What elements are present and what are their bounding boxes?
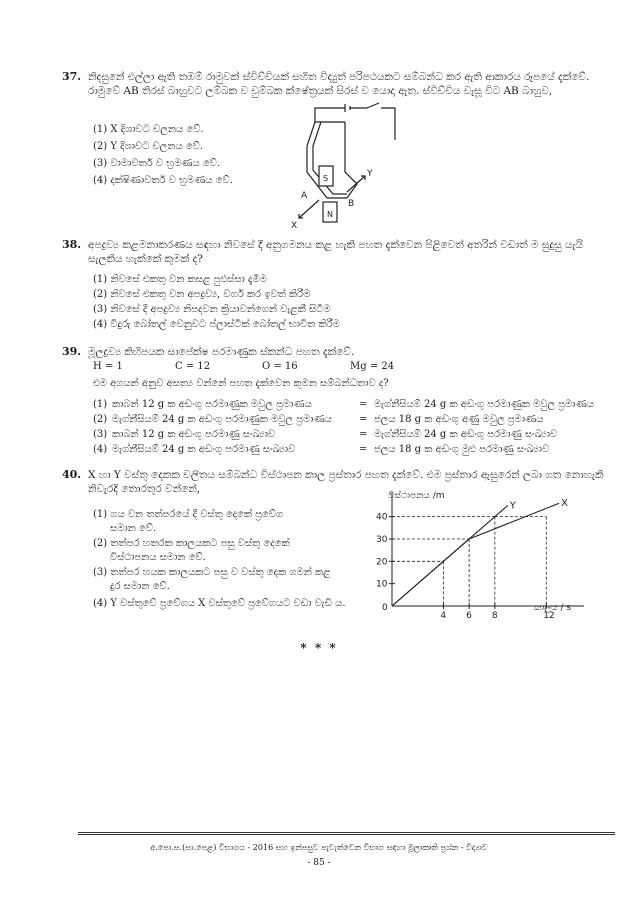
series-label-x: X [561, 498, 569, 510]
q38-option-2: (2) නිවසේ එකතු වන අපද්‍රව්‍ය, වර්ග කර ඉවත් කිරීම [93, 289, 311, 300]
mass-mg: Mg = 24 [350, 361, 395, 372]
question-number: 37. [62, 70, 82, 83]
mass-h: H = 1 [93, 361, 123, 372]
y-tick-label: 20 [376, 557, 388, 568]
q40-option-2: (2) තත්පර හතරක කාලයකට පසු වස්තු දෙකේ [93, 538, 290, 549]
x-tick-label: 6 [466, 611, 472, 621]
footer-divider [78, 832, 615, 833]
circuit-frame-figure [285, 102, 405, 230]
q39-row-3-right: මැග්නීසියම් 24 g ක අඩංගු පරමාණු සංඛ්‍යාව [374, 429, 558, 440]
q40-option-3: (3) තත්පර හයක කාලයකට පසු ව වස්තු දෙක ගමන් කළ [93, 567, 331, 578]
y-tick-label: 40 [376, 512, 388, 523]
displacement-time-graph [340, 484, 620, 624]
label-b: B [348, 199, 355, 209]
q40-option-2-cont: විස්ථාපනය සමාන වේ. [110, 552, 206, 563]
series-line-y [392, 505, 508, 606]
question-number: 40. [62, 468, 82, 481]
footer-divider-2 [78, 834, 615, 835]
q39-row-1-left: කාබන් 12 g ක අඩංගු පරමාණුක මවුල ප්‍රමාණය [112, 399, 312, 410]
q39-row-4-right: ජලය 18 g ක අඩංගු මුළු පරමාණු සංඛ්‍යාව [374, 444, 550, 455]
q39-row-2-right: ජලය 18 g ක අඩංගු අණු මවුල ප්‍රමාණය [374, 414, 544, 425]
q39-row-3-eq: = [359, 429, 368, 440]
origin-label: 0 [382, 603, 388, 613]
label-y: Y [367, 169, 373, 179]
x-tick-label: 12 [543, 611, 555, 621]
page-number: - 85 - [307, 858, 331, 868]
q40-option-4: (4) Y වස්තුවේ ප්‍රවේගය X වස්තුවේ ප්‍රවේගයට වඩා වැඩි ය. [93, 598, 346, 609]
q37-option-2: (2) Y දිශාවට චලනය වේ. [93, 141, 204, 152]
q39-question: එම අගයන් අනුව අසත්‍ය වන්නේ පහත දැක්වෙන කුමන සම්බන්ධතාව ද? [93, 378, 389, 389]
q37-option-4: (4) දක්ෂිණාවර්ත ව භ්‍රමණය වේ. [93, 175, 233, 186]
series-line-x [392, 503, 559, 606]
y-tick-label: 10 [376, 579, 388, 590]
q37-option-3: (3) වාමාවර්ත ව භ්‍රමණය වේ. [93, 158, 221, 169]
q38-option-1: (1) නිවසේ එකතු වන කසළ පුළුස්සා දැමීම [93, 274, 267, 285]
mass-c: C = 12 [175, 361, 211, 372]
question-number: 39. [62, 345, 82, 358]
q38-option-3: (3) නිවසේ දී අපද්‍රව්‍ය නිපදවන ක්‍රියාවන්ගෙන් වැළකී සිටීම [93, 304, 331, 315]
q39-row-3-left: කාබන් 12 g ක අඩංගු පරමාණු සංඛ්‍යාව [112, 429, 276, 440]
y-axis-label: විස්ථාපනය /m [388, 491, 445, 501]
q39-row-1-eq: = [359, 399, 368, 410]
question-text: X හා Y වස්තු දෙකක චලිතය සම්බන්ධ විස්ථාපන කාල ප්‍රස්තාර පහත දැක්වේ. එම ප්‍රස්තාර ඇසුරෙන් ලබා ගත නොහැකි නිවැරදි තොරතුර වන්නේ, [88, 469, 604, 495]
q39-row-3-num: (3) [93, 429, 108, 440]
q39-row-1-right: මැග්නීසියම් 24 g ක අඩංගු පරමාණුක මවුල ප්‍රමාණය [374, 399, 594, 410]
q40-option-1: (1) ගය වන තත්පරයේ දී වස්තු දෙකේ ප්‍රවේග [93, 509, 284, 520]
end-stars: * * * [300, 641, 338, 655]
question-text: අපද්‍රව්‍ය කළමනාකරණය සඳහා නිවසේ දී අනුගමනය කළ හැකි පහත දැක්වෙන පිළිවෙත් අතරින් වඩාත් ම සුදුසු යැයි සැලකිය හැක්කේ කුමක් ද? [88, 239, 583, 265]
q38-option-4: (4) වීදුරු බෝතල් වෙනුවට ප්ලාස්ටික් බෝතල් භාවිත කිරීම [93, 319, 340, 330]
label-a: A [301, 191, 308, 201]
x-axis-label: කාලය / s [534, 603, 572, 613]
mass-o: O = 16 [262, 361, 298, 372]
magnet-s-label: S [323, 174, 329, 183]
q39-row-2-left: මැග්නීසියම් 24 g ක අඩංගු පරමාණුක මවුල ප්‍රමාණය [112, 414, 332, 425]
q37-option-1: (1) X දිශාවට චලනය වේ. [93, 124, 204, 135]
q39-row-1-num: (1) [93, 399, 108, 410]
question-text: මූලද්‍රව්‍ය කිහිපයක සාපේක්ෂ පරමාණුක ස්කන්ධ පහත දැක්වේ. [88, 346, 355, 358]
question-37 [62, 70, 608, 98]
q39-row-2-eq: = [359, 414, 368, 425]
q40-option-1-cont: සමාන වේ. [110, 523, 157, 534]
q39-row-4-eq: = [359, 444, 368, 455]
footer-text: අ.පො.ස.(සා.පෙළ) විභාගය - 2016 සහ ඉන්පසුව පැවැත්වෙන විභාග සඳහා මූලාකෘති ප්‍රශ්න - විද්‍යාව [150, 843, 488, 852]
y-tick-label: 30 [376, 534, 388, 545]
q40-option-3-cont: දුර සමාන වේ. [110, 581, 170, 592]
label-x: X [291, 221, 298, 230]
q39-row-4-num: (4) [93, 444, 108, 455]
question-number: 38. [62, 238, 82, 251]
question-38 [62, 238, 608, 266]
question-39 [62, 345, 608, 359]
magnet-n-label: N [327, 210, 333, 219]
x-tick-label: 8 [491, 611, 498, 621]
series-label-y: Y [509, 500, 516, 512]
question-text: නිදසුනේ එල්ලා ඇති තඹම් රාමුවක් ස්විච්චියක් සහිත විද්‍යුත් පරිපථයකට සම්බන්ධ කර ඇති ආකාරය රූපයේ දැක්වේ. රාමුවේ AB තිරස් බාහුවට ලම්බක ව චුම්බක ක්ෂේත්‍රයක් සිරස් ව යොදා ඇත. ස්විච්චිය වැසූ විට AB බාහුව, [88, 71, 590, 97]
q39-row-2-num: (2) [93, 414, 108, 425]
q39-row-4-left: මැග්නීසියම් 24 g ක අඩංගු පරමාණු සංඛ්‍යාව [112, 444, 296, 455]
x-tick-label: 4 [440, 611, 447, 621]
